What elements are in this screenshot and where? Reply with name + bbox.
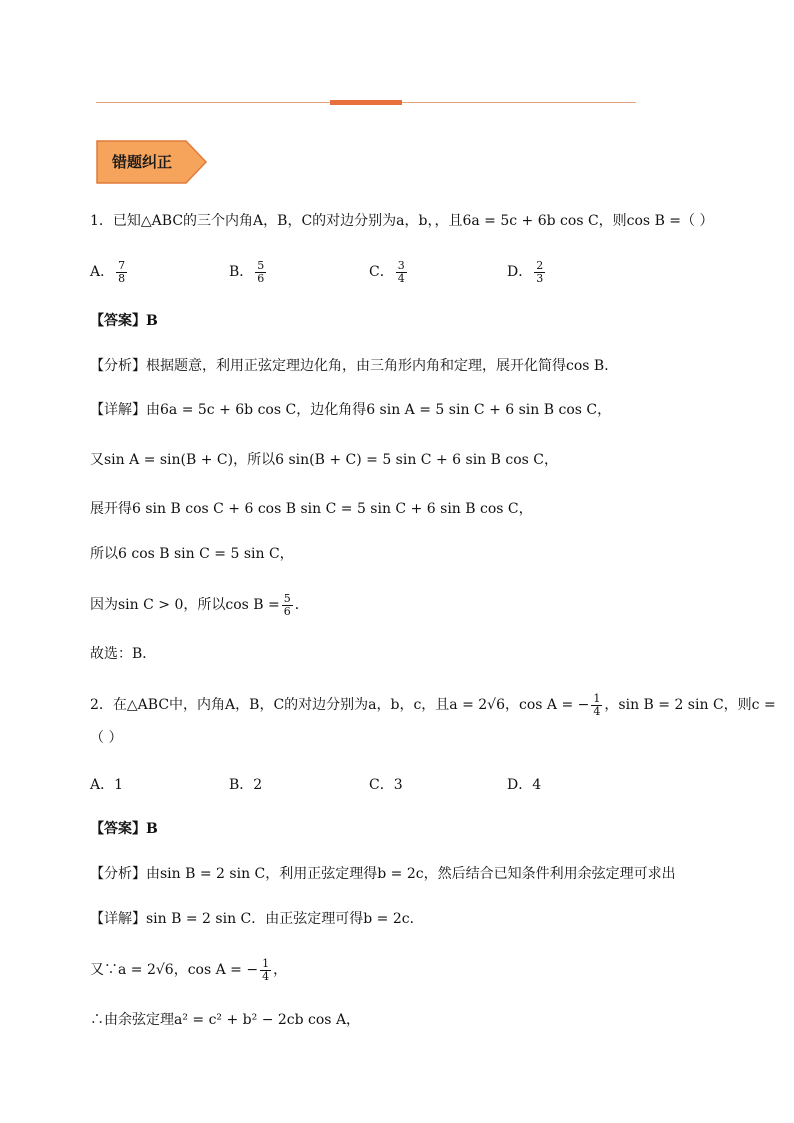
option-fraction [534, 260, 545, 285]
q1-detail-4: 所以6 cos B sin C = 5 sin C， [90, 546, 294, 562]
q2-analysis: 【分析】由sin B = 2 sin C，利用正弦定理得b = 2c，然后结合已知条件利用余弦定理可求出 [90, 866, 676, 882]
frac-num: 1 [262, 956, 270, 970]
q2-option-d [507, 770, 541, 800]
option-fraction [396, 260, 407, 285]
section-banner [96, 140, 208, 184]
q1-detail-2: 又sin A = sin(B + C)，所以6 sin(B + C) = 5 sin C + 6 sin B cos C， [90, 452, 558, 468]
frac-den: 4 [397, 271, 405, 285]
q2-option-b [229, 770, 262, 800]
option-letter: A． [90, 777, 115, 793]
option-letter: B． [229, 264, 254, 280]
frac-den: 4 [262, 969, 270, 983]
option-letter: A． [90, 264, 115, 280]
option-value: 1 [114, 777, 124, 793]
option-letter: B． [229, 777, 254, 793]
q2-stem-paren: （ ） [90, 730, 123, 746]
q1-conclusion: 故选：B． [90, 646, 157, 662]
option-fraction [255, 260, 266, 285]
because-end: ． [294, 597, 309, 613]
option-value: 3 [393, 777, 403, 793]
option-letter: D． [507, 777, 533, 793]
q1-stem: 1．已知△ABC的三个内角A，B，C的对边分别为a，b，，且6a = 5c + 6b cos C，则cos B =（ ） [90, 213, 714, 229]
q1-option-d [507, 257, 547, 287]
header-rule-accent [330, 100, 402, 105]
frac-num: 7 [118, 258, 126, 272]
frac-den: 6 [283, 604, 291, 618]
q1-analysis: 【分析】根据题意，利用正弦定理边化角，由三角形内角和定理，展开化简得cos B． [90, 358, 619, 374]
q2-detail-fraction [260, 958, 271, 983]
option-fraction [116, 260, 127, 285]
q1-detail-1: 【详解】由6a = 5c + 6b cos C，边化角得6 sin A = 5 sin C + 6 sin B cos C， [90, 402, 612, 418]
q2-detail-2 [90, 953, 287, 987]
frac-num: 3 [397, 258, 405, 272]
q1-option-c [369, 257, 409, 287]
q1-because [90, 588, 309, 622]
q2-stem [90, 688, 776, 722]
option-value: 4 [532, 777, 542, 793]
q2-detail-3: ∴由余弦定理a² = c² + b² − 2cb cos A， [90, 1012, 361, 1028]
q2-detail-1: 【详解】sin B = 2 sin C．由正弦定理可得b = 2c． [90, 911, 424, 927]
frac-num: 5 [283, 591, 291, 605]
option-letter: C． [369, 777, 394, 793]
q2-stem-part-b: ，sin B = 2 sin C，则c = [604, 697, 776, 713]
q1-option-b [229, 257, 268, 287]
q2-stem-fraction [591, 693, 602, 718]
q2-option-c [369, 770, 403, 800]
because-text: 因为sin C > 0，所以cos B = [90, 597, 280, 613]
frac-num: 2 [536, 258, 544, 272]
q1-option-a [90, 257, 129, 287]
option-letter: D． [507, 264, 533, 280]
banner-title: 错题纠正 [111, 153, 172, 171]
q2-option-a [90, 770, 123, 800]
option-letter: C． [369, 264, 394, 280]
frac-den: 6 [257, 271, 265, 285]
q2-detail-2-part-b: ， [273, 962, 288, 978]
frac-den: 8 [118, 271, 126, 285]
frac-num: 1 [593, 691, 601, 705]
frac-num: 5 [257, 258, 265, 272]
q2-answer: 【答案】B [90, 821, 158, 837]
option-value: 2 [253, 777, 263, 793]
q1-detail-3: 展开得6 sin B cos C + 6 cos B sin C = 5 sin C + 6 sin B cos C， [90, 501, 533, 517]
frac-den: 4 [593, 704, 601, 718]
q1-answer: 【答案】B [90, 313, 158, 329]
because-fraction [282, 593, 293, 618]
q2-detail-2-part-a: 又∵a = 2√6，cos A = − [90, 962, 259, 978]
q2-stem-part-a: 2．在△ABC中，内角A，B，C的对边分别为a，b，c，且a = 2√6，cos A = − [90, 697, 590, 713]
frac-den: 3 [536, 271, 544, 285]
